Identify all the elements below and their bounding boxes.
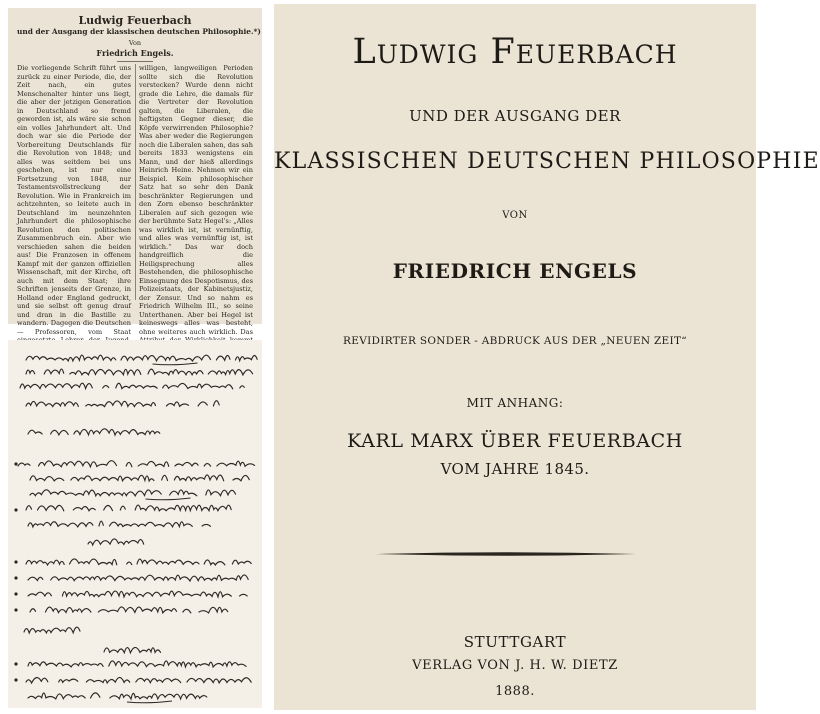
handwriting-line — [104, 647, 161, 652]
handwriting-bullet — [14, 592, 17, 595]
handwriting-line — [28, 575, 248, 581]
handwriting-line — [28, 661, 246, 667]
title-page-main-title: Ludwig Feuerbach — [352, 32, 678, 72]
book-title-page — [274, 4, 820, 710]
article-subtitle: und der Ausgang der klassischen deutschen Philosophie.*) — [17, 27, 261, 36]
handwriting-line — [28, 521, 217, 527]
article-byline-von: Von — [128, 39, 142, 47]
article-body — [17, 64, 253, 336]
handwriting-underline — [127, 701, 172, 703]
handwriting-line — [28, 591, 247, 597]
title-page-subtitle-line-1: UND DER AUSGANG DER — [409, 107, 621, 125]
handwriting-line — [26, 677, 259, 683]
title-page-publisher: VERLAG VON J. H. W. DIETZ — [412, 658, 618, 673]
title-page-reprint-note: REVIDIRTER SONDER - ABDRUCK AUS DER „NEUEN ZEIT“ — [343, 335, 687, 347]
handwriting-bullet — [14, 462, 17, 465]
newspaper-article-clipping — [8, 8, 262, 336]
article-title-rule — [117, 61, 153, 62]
handwriting-line — [28, 693, 216, 699]
handwriting-line — [28, 429, 160, 435]
title-page-von: VON — [502, 210, 528, 221]
title-page-ornamental-rule — [376, 550, 636, 558]
handwriting-bullet — [14, 576, 17, 579]
title-page-appendix-label: MIT ANHANG: — [466, 396, 564, 410]
handwriting-line — [30, 490, 246, 496]
handwriting-line — [30, 607, 237, 613]
handwriting-bullet — [14, 662, 17, 665]
handwriting-line — [26, 401, 226, 407]
handwriting-line — [24, 627, 80, 633]
title-page-appendix-year: VOM JAHRE 1845. — [440, 460, 590, 478]
manuscript-handwriting-image — [8, 340, 262, 708]
handwritten-manuscript — [8, 340, 262, 708]
handwriting-line — [88, 539, 144, 545]
handwriting-line — [26, 369, 259, 375]
article-author: Friedrich Engels. — [96, 48, 174, 58]
handwriting-line — [26, 355, 257, 361]
handwriting-bullet — [14, 608, 17, 611]
handwriting-line — [26, 505, 238, 511]
handwriting-underline — [153, 363, 198, 365]
article-column-left: Die vorliegende Schrift führt uns zurück zu einer Periode, die, der Zeit nach, ein gutes Menschenalter hinter uns liegt, die aber der jetzigen Generation in Deutschland so fremd geworden ist, als wäre sie schon ein volles Jahrhundert alt. Und doch war sie die Periode der Vorbereitung Deutschlands für die Revolution von 1848; und alles was seitdem bei uns geschehen, ist nur eine Fortsetzung von 1848, nur Testamentsvollstreckung der Revolution. Wie in Frankreich im achtzehnten, so leitete auch in Deutschland im neunzehnten Jahrhundert die philosophische Revolution den politischen Zusammenbruch ein. Aber wie verschieden sahen die beiden aus! Die Franzosen in offenem Kampf mit der ganzen offiziellen Wissenschaft, mit der Kirche, oft auch mit dem Staat; ihre Schriften jenseits der Grenze, in Holland oder England gedruckt, und sie selbst oft genug drauf und dran in die Bastille zu wandern. Dagegen die Deutschen — Professoren, vom Staat — [17, 64, 131, 336]
title-page-city: STUTTGART — [463, 633, 567, 651]
title-page-appendix-title: KARL MARX ÜBER FEUERBACH — [347, 430, 683, 452]
title-page-subtitle-line-2: KLASSISCHEN DEUTSCHEN PHILOSOPHIE — [274, 149, 820, 174]
handwriting-bullet — [14, 560, 17, 563]
handwriting-bullet — [14, 678, 17, 681]
title-page-author: FRIEDRICH ENGELS — [392, 259, 638, 283]
article-column-right: willigen, langweiligen Perioden sollte sich die Revolution verstecken? Wurde denn nicht grade die Lehre, die damals für die Vertreter der Revolution galten, die Liberalen, die heftigsten Gegner dieser, die Köpfe verwirrenden Philosophie? Was aber weder die Regierungen noch die Liberalen sahen, das sah bereits 1833 wenigstens ein Mann, und der hieß allerdings Heinrich Heine. Nehmen wir ein Beispiel. Kein philosophischer Satz hat so sehr den Dank beschränkter Regierungen und den Zorn ebenso beschränkter Liberalen auf sich gezogen wie der berühmte Satz Hegel's: „Alles was wirklich ist, ist vernünftig, und alles was vernünftig ist, ist wirklich.“ Das war doch handgreiflich die Heiligsprechung alles Bestehenden, die philosophische Einsegnung des Despotismus, des Polizeistaats, der Kabinetsjustiz, der Zensur. Und so nahm es Friedrich Wilhelm III., so seine Unterthanen. Aber bei Hegel ist keineswegs alles was besteht, ohne weiteres auch wirklich. Das — [139, 64, 253, 336]
handwriting-line — [18, 461, 255, 467]
handwriting-underline — [146, 498, 191, 500]
handwriting-line — [20, 383, 244, 389]
article-title: Ludwig Feuerbach — [78, 14, 192, 27]
handwriting-bullet — [14, 508, 17, 511]
handwriting-line — [30, 475, 249, 481]
title-page-year: 1888. — [495, 684, 535, 699]
article-column-divider — [135, 64, 136, 300]
handwriting-line — [26, 559, 251, 565]
